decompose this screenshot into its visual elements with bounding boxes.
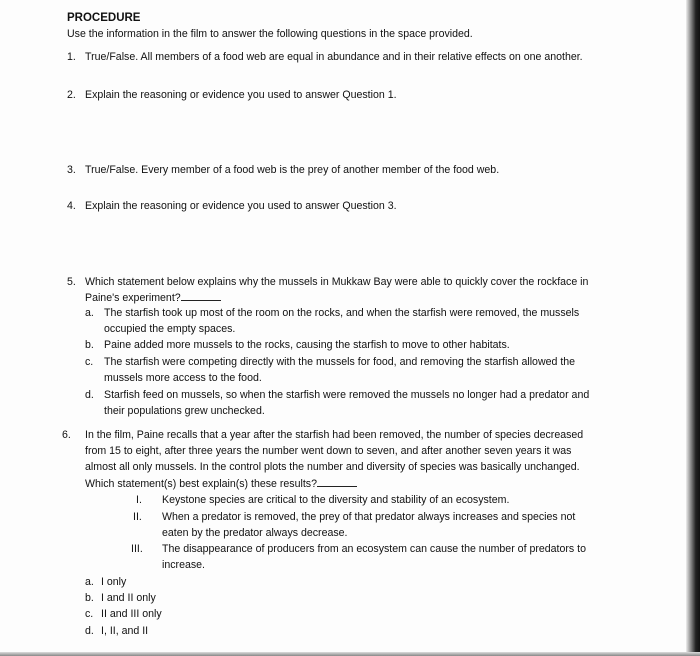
q5-option-b-line-1: Paine added more mussels to the rocks, causing the starfish to move to other habitats. (104, 339, 510, 351)
q6-option-b-text: I and II only (101, 592, 156, 604)
question-5-line-2 (85, 290, 221, 305)
question-2-number: 2. (67, 89, 76, 101)
q6-statement-2-line-1: When a predator is removed, the prey of that predator always increases and species not (162, 511, 576, 523)
q6-option-a-text: I only (101, 576, 127, 588)
page-bottom-edge (0, 652, 700, 656)
q6-option-c-letter: c. (85, 608, 94, 620)
answer-blank-6[interactable] (317, 476, 357, 487)
question-5-line-1: Which statement below explains why the mussels in Mukkaw Bay were able to quickly cover the rockface in (85, 276, 589, 288)
q5-option-d-letter: d. (85, 389, 94, 401)
q5-option-a-line-1: The starfish took up most of the room on the rocks, and when the starfish were removed, the mussels (104, 307, 580, 319)
q5-option-d-line-2: their populations grew unchecked. (104, 405, 265, 417)
answer-blank-5[interactable] (181, 290, 221, 301)
q5-option-b-letter: b. (85, 339, 94, 351)
q6-option-a-letter: a. (85, 576, 94, 588)
question-6-number: 6. (62, 429, 71, 441)
procedure-heading: PROCEDURE (67, 12, 141, 24)
page-edge-shadow (686, 0, 700, 656)
question-6-line-1: In the film, Paine recalls that a year after the starfish had been removed, the number of species decreased (85, 429, 584, 441)
q6-statement-1-line-1: Keystone species are critical to the diversity and stability of an ecosystem. (162, 494, 510, 506)
question-5-number: 5. (67, 276, 76, 288)
q6-statement-3-roman: III. (131, 543, 143, 555)
question-6-line-3: almost all only mussels. In the control plots the number and diversity of species was basically unchanged. (85, 461, 580, 473)
q6-statement-2-line-2: eaten by the predator always decrease. (162, 527, 348, 539)
q5-option-c-line-1: The starfish were competing directly with the mussels for food, and removing the starfish allowed the (104, 356, 576, 368)
question-4-number: 4. (67, 200, 76, 212)
q6-statement-2-roman: II. (133, 511, 142, 523)
q6-statement-3-line-1: The disappearance of producers from an ecosystem can cause the number of predators to (162, 543, 586, 555)
q6-option-c-text: II and III only (101, 608, 162, 620)
instructions: Use the information in the film to answer the following questions in the space provided. (67, 28, 473, 40)
q5-option-c-letter: c. (85, 356, 94, 368)
q5-option-a-line-2: occupied the empty spaces. (104, 323, 236, 335)
question-3-number: 3. (67, 164, 76, 176)
q6-option-d-letter: d. (85, 625, 94, 637)
question-2-text: Explain the reasoning or evidence you used to answer Question 1. (85, 89, 397, 101)
q6-statement-1-roman: I. (136, 494, 142, 506)
q6-statement-3-line-2: increase. (162, 559, 205, 571)
q6-option-b-letter: b. (85, 592, 94, 604)
q6-option-d-text: I, II, and II (101, 625, 149, 637)
question-5-line-2-text: Paine's experiment? (85, 292, 181, 304)
question-1-number: 1. (67, 51, 76, 63)
q5-option-a-letter: a. (85, 307, 94, 319)
q5-option-c-line-2: mussels more access to the food. (104, 372, 262, 384)
question-6-line-4 (85, 476, 357, 491)
question-6-line-4-text: Which statement(s) best explain(s) these results? (85, 478, 317, 490)
question-4-text: Explain the reasoning or evidence you used to answer Question 3. (85, 200, 397, 212)
q5-option-d-line-1: Starfish feed on mussels, so when the starfish were removed the mussels no longer had a predator and (104, 389, 590, 401)
question-6-line-2: from 15 to eight, after three years the number went down to seven, and after another seven years it was (85, 445, 572, 457)
question-1-text: True/False. All members of a food web are equal in abundance and in their relative effects on one another. (85, 51, 583, 63)
question-3-text: True/False. Every member of a food web is the prey of another member of the food web. (85, 164, 500, 176)
